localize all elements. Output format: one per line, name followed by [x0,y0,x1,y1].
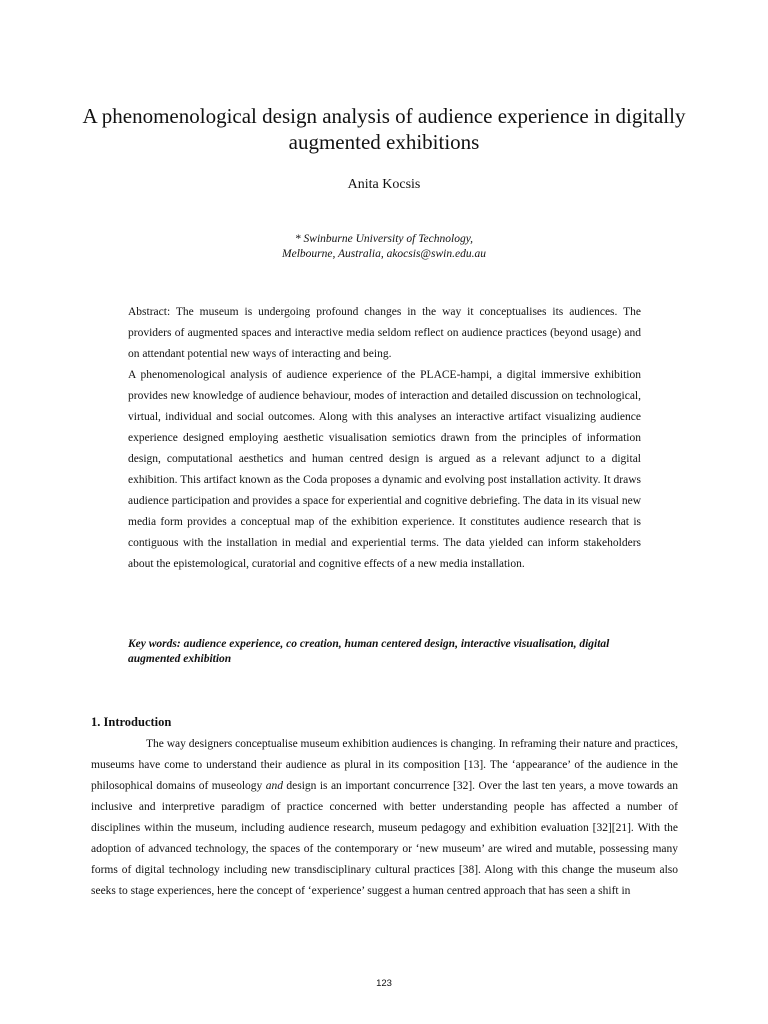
paper-title: A phenomenological design analysis of audience experience in digitally augmented exhibitions [82,104,686,154]
affiliation-location-email: Melbourne, Australia, akocsis@swin.edu.au [282,248,486,260]
author-name: Anita Kocsis [347,177,421,192]
page-number: 123 [376,978,392,989]
abstract-paragraph-2: A phenomenological analysis of audience experience of the PLACE-hampi, a digital immersive exhibition provides new knowledge of audience behaviour, modes of interaction and detailed discussion on technological, virtual, individual and social outcomes. Along with this analyses an interactive artifact visualizing audience experience designed employing aesthetic visualisation semiotics drawn from the principles of information design, computational aesthetics and human centred design is argued as a relevant adjunct to a digital exhibition. This artifact known as the Coda proposes a dynamic and evolving post installation activity. It draws audience participation and provides a space for experiential and cognitive debriefing. The data in its visual new media form provides a conceptual map of the exhibition experience. It constitutes audience research that is contiguous with the installation in medial and experiential terms. The data yielded can inform stakeholders about the epistemological, curatorial and cognitive effects of a new media installation. [128,369,641,570]
section-heading-introduction: 1. Introduction [91,715,172,729]
affiliation-institution: * Swinburne University of Technology, [294,233,474,245]
abstract [128,302,641,575]
keywords: Key words: audience experience, co creation, human centered design, interactive visualisation, digital augmented exhibition [128,638,610,665]
author-affiliation [60,232,708,262]
introduction-text-part-2: design is an important concurrence [32]. Over the last ten years, a move towards an inclusive and interpretive paradigm of practice concerned with better understanding people has affected a number of disciplines within the museum, including audience research, museum pedagogy and exhibition evaluation [32][21]. With the adoption of advanced technology, the spaces of the contemporary or ‘new museum’ are wired and mutable, possessing many forms of digital technology including new transdisciplinary cultural practices [38]. Along with this change the museum also seeks to stage experiences, here the concept of ‘experience’ suggest a human centred approach that has seen a shift in [91,780,679,897]
introduction-text-emphasis: and [265,780,283,792]
introduction-text-part-1: The way designers conceptualise museum exhibition audiences is changing. In reframing their nature and practices, museums have come to understand their audience as plural in its composition [13]. The ‘appearance’ of the audience in the philosophical domains of museology [91,738,679,792]
abstract-paragraph-1: Abstract: The museum is undergoing profound changes in the way it conceptualises its audiences. The providers of augmented spaces and interactive media seldom reflect on audience practices (beyond usage) and on attendant potential new ways of interacting and being. [128,306,641,360]
introduction-paragraph [91,734,678,902]
